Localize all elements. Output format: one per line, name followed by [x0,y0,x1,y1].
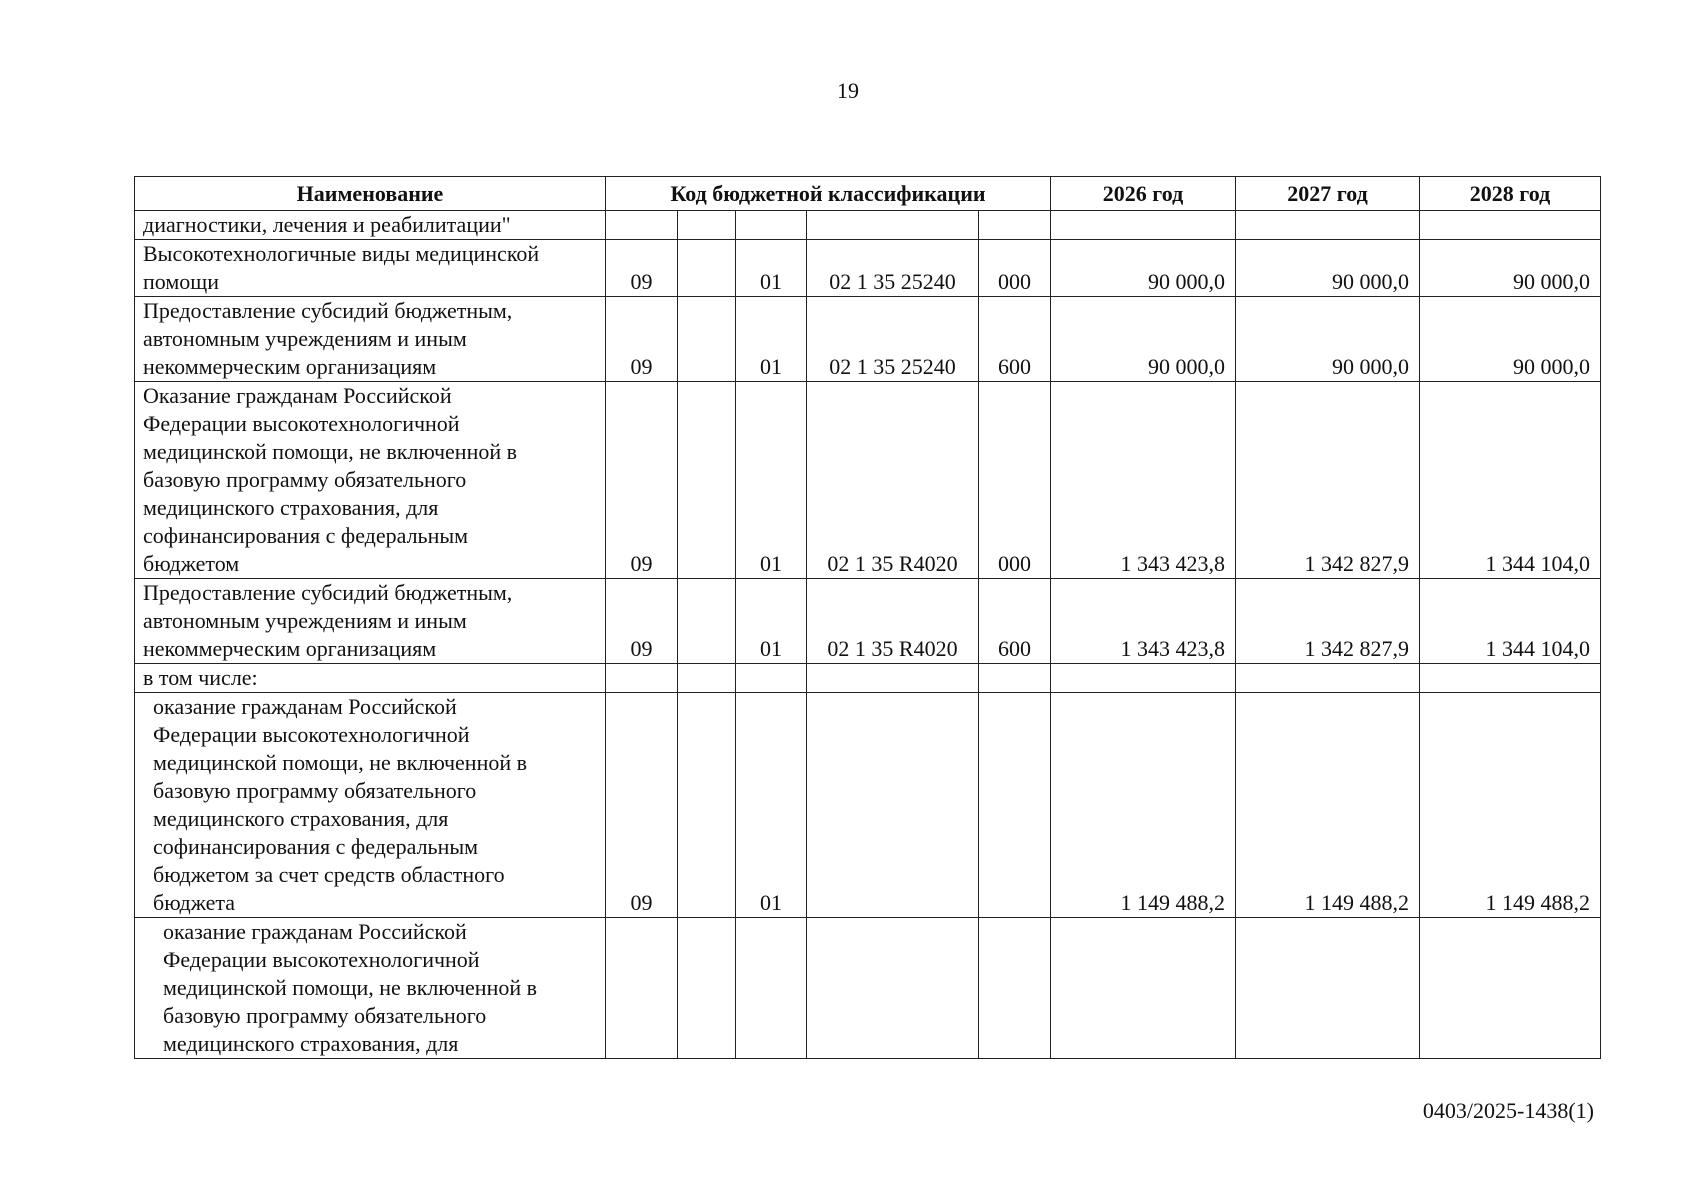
row-name-line: Федерации высокотехнологичной [143,411,460,436]
header-code: Код бюджетной классификации [606,177,1051,211]
target-article-code [807,918,979,1059]
amount-2028 [1420,211,1601,240]
row-name-line: Высокотехнологичные виды медицинской [143,241,540,266]
amount-2028: 1 149 488,2 [1420,693,1601,918]
spacer [678,918,736,1059]
subsection-code [736,664,807,693]
row-name-line: Предоставление субсидий бюджетным, [143,580,513,605]
row-name [135,664,606,693]
amount-2026 [1051,918,1236,1059]
expense-type-code [979,211,1051,240]
row-name-line: медицинской помощи, не включенной в [153,750,528,775]
target-article-code: 02 1 35 R4020 [807,579,979,664]
subsection-code: 01 [736,579,807,664]
spacer [678,382,736,579]
amount-2026: 1 343 423,8 [1051,382,1236,579]
row-name-line: медицинского страхования, для [153,806,449,831]
header-row [135,177,1601,211]
amount-2028 [1420,664,1601,693]
subsection-code: 01 [736,382,807,579]
row-name-line: Предоставление субсидий бюджетным, [143,298,513,323]
amount-2027 [1236,918,1420,1059]
expense-type-code: 000 [979,382,1051,579]
row-name-line: оказание гражданам Российской [163,919,467,944]
table-row [135,918,1601,1059]
row-name-line: софинансирования с федеральным [143,523,469,548]
header-name: Наименование [135,177,606,211]
spacer [678,693,736,918]
amount-2028: 1 344 104,0 [1420,382,1601,579]
spacer [678,579,736,664]
target-article-code: 02 1 35 25240 [807,297,979,382]
amount-2028: 90 000,0 [1420,297,1601,382]
table-row [135,693,1601,918]
table-row [135,297,1601,382]
row-name-line: софинансирования с федеральным [153,834,479,859]
row-name-line: бюджетом [143,551,240,576]
row-name-line: бюджета [153,890,236,915]
expense-type-code [979,693,1051,918]
row-name [135,211,606,240]
amount-2026 [1051,664,1236,693]
row-name-line: медицинской помощи, не включенной в [163,975,538,1000]
table-row [135,211,1601,240]
expense-type-code [979,664,1051,693]
amount-2028: 90 000,0 [1420,240,1601,297]
row-name [135,579,606,664]
row-name-line: автономным учреждениям и иным [143,326,467,351]
subsection-code: 01 [736,240,807,297]
section-code: 09 [606,240,678,297]
amount-2027 [1236,664,1420,693]
row-name-line: помощи [143,269,219,294]
row-name-line: Федерации высокотехнологичной [153,722,470,747]
row-name-line: базовую программу обязательного [153,778,477,803]
amount-2028: 1 344 104,0 [1420,579,1601,664]
section-code [606,664,678,693]
header-2028: 2028 год [1420,177,1601,211]
expense-type-code [979,918,1051,1059]
row-name-line: диагностики, лечения и реабилитации" [143,212,511,237]
row-name [135,297,606,382]
row-name-line: медицинского страхования, для [143,495,439,520]
row-name-line: базовую программу обязательного [163,1003,487,1028]
target-article-code [807,664,979,693]
row-name-line: оказание гражданам Российской [153,694,457,719]
row-name-line: медицинского страхования, для [163,1031,459,1056]
row-name-line: медицинской помощи, не включенной в [143,439,518,464]
amount-2026: 1 343 423,8 [1051,579,1236,664]
table-row [135,579,1601,664]
section-code: 09 [606,382,678,579]
row-name-line: некоммерческим организациям [143,636,437,661]
amount-2027: 1 342 827,9 [1236,579,1420,664]
spacer [678,664,736,693]
target-article-code: 02 1 35 R4020 [807,382,979,579]
expense-type-code: 600 [979,297,1051,382]
budget-table [134,176,1601,1059]
row-name-line: базовую программу обязательного [143,467,467,492]
amount-2027: 1 149 488,2 [1236,693,1420,918]
subsection-code: 01 [736,693,807,918]
amount-2027: 90 000,0 [1236,297,1420,382]
amount-2028 [1420,918,1601,1059]
amount-2027 [1236,211,1420,240]
expense-type-code: 600 [979,579,1051,664]
subsection-code [736,918,807,1059]
amount-2027: 1 342 827,9 [1236,382,1420,579]
document-number: 0403/2025-1438(1) [1422,1098,1594,1123]
subsection-code: 01 [736,297,807,382]
target-article-code: 02 1 35 25240 [807,240,979,297]
row-name-line: в том числе: [143,665,258,690]
row-name [135,693,606,918]
subsection-code [736,211,807,240]
section-code: 09 [606,693,678,918]
table-row [135,240,1601,297]
target-article-code [807,693,979,918]
row-name [135,382,606,579]
target-article-code [807,211,979,240]
section-code [606,918,678,1059]
expense-type-code: 000 [979,240,1051,297]
table-body [135,211,1601,1059]
amount-2026 [1051,211,1236,240]
spacer [678,211,736,240]
row-name [135,240,606,297]
row-name-line: некоммерческим организациям [143,354,437,379]
row-name-line: Федерации высокотехнологичной [163,947,480,972]
amount-2027: 90 000,0 [1236,240,1420,297]
table-row [135,664,1601,693]
section-code: 09 [606,579,678,664]
amount-2026: 1 149 488,2 [1051,693,1236,918]
row-name [135,918,606,1059]
row-name-line: автономным учреждениям и иным [143,608,467,633]
amount-2026: 90 000,0 [1051,240,1236,297]
amount-2026: 90 000,0 [1051,297,1236,382]
header-2026: 2026 год [1051,177,1236,211]
row-name-line: бюджетом за счет средств областного [153,862,505,887]
spacer [678,240,736,297]
spacer [678,297,736,382]
row-name-line: Оказание гражданам Российской [143,383,452,408]
section-code [606,211,678,240]
header-2027: 2027 год [1236,177,1420,211]
section-code: 09 [606,297,678,382]
table-row [135,382,1601,579]
page-number: 19 [837,78,859,103]
